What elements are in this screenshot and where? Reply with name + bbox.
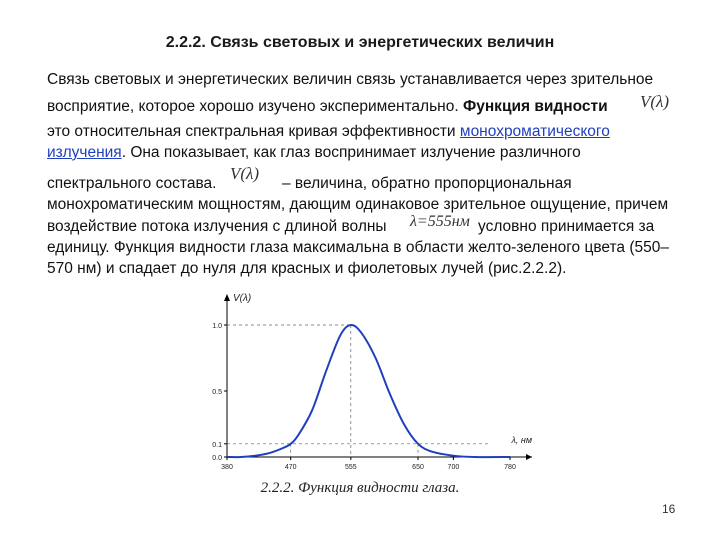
y-tick-label: 0.5 (212, 389, 222, 396)
paragraph-text: . Она показывает, как глаз воспринимает излучение различного (121, 144, 581, 161)
paragraph-line-6: монохроматическим мощностям, дающим одинаковое зрительное ощущение, причем (47, 196, 669, 213)
visibility-curve (227, 325, 510, 457)
link-monochromatic[interactable]: монохроматического (459, 123, 610, 140)
page-number: 16 (662, 502, 676, 516)
y-axis-label: V(λ) (233, 293, 252, 304)
x-tick-label: 380 (221, 464, 233, 471)
paragraph-line-8: единицу. Функция видности глаза максимальна в области желто-зеленого цвета (550– (47, 239, 669, 256)
x-axis-arrow (526, 454, 532, 460)
slide-title: 2.2.2. Связь световых и энергетических величин (165, 34, 555, 51)
paragraph-line-1: Связь световых и энергетических величин связь устанавливается через зрительное (47, 71, 654, 88)
paragraph-line-4 (47, 143, 697, 163)
x-tick-label: 650 (412, 464, 424, 471)
paragraph-line-7-rest: условно принимается за (478, 218, 655, 235)
paragraph-line-3 (47, 122, 697, 142)
y-tick-label: 0.1 (212, 441, 222, 449)
paragraph-text: восприятие, которое хорошо изучено экспериментально. (47, 98, 463, 115)
paragraph-line-2 (47, 97, 697, 117)
paragraph-line-9: 570 нм) и спадает до нуля для красных и фиолетовых лучей (рис.2.2.2). (47, 260, 567, 277)
term-visibility-function: Функция видности (462, 98, 608, 115)
visibility-function-chart (200, 286, 560, 476)
x-tick-label: 555 (344, 464, 357, 471)
y-axis-arrow (224, 294, 230, 301)
y-tick-label: 1.0 (212, 323, 222, 330)
paragraph-line-7: воздействие потока излучения с длиной волны (47, 218, 387, 235)
x-axis-label: λ, нм (511, 435, 532, 445)
formula-v-lambda-inline: V(λ) (230, 164, 260, 183)
paragraph-line-5-rest: – величина, обратно пропорциональная (282, 175, 572, 192)
formula-lambda-555: λ=555нм (410, 213, 470, 230)
x-tick-label: 780 (504, 464, 516, 471)
paragraph-text: спектрального состава. (47, 175, 217, 192)
y-tick-label: 0.0 (212, 455, 222, 462)
paragraph-text: это относительная спектральная кривая эффективности (47, 123, 460, 140)
x-tick-label: 470 (284, 464, 297, 471)
figure-caption: 2.2.2. Функция видности глаза. (260, 480, 460, 496)
formula-v-lambda: V(λ) (640, 92, 670, 111)
x-tick-label: 700 (447, 464, 460, 471)
link-radiation[interactable]: излучения (47, 144, 122, 161)
